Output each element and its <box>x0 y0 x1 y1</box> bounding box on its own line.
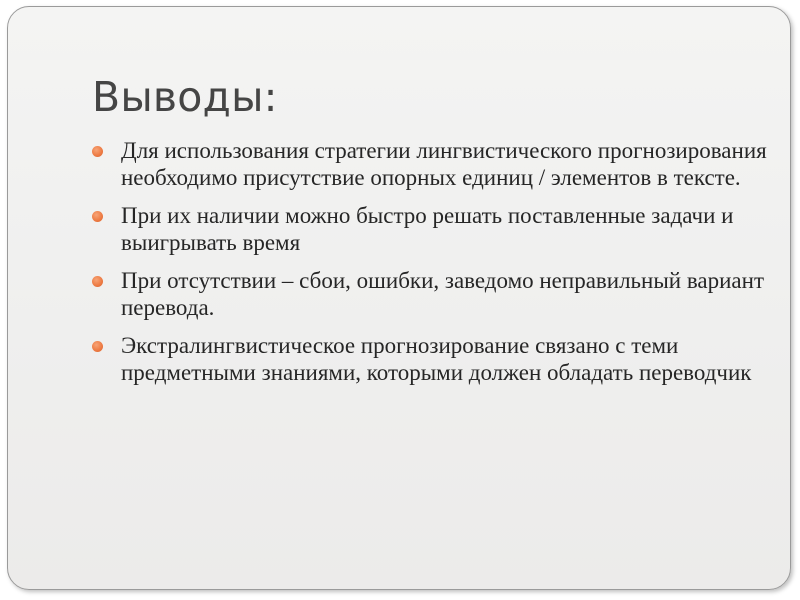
bullet-item <box>91 202 781 256</box>
bullet-text: Для использования стратегии лингвистического прогнозирования необходимо присутствие опорных единиц / элементов в тексте. <box>121 138 767 190</box>
bullet-text: При их наличии можно быстро решать поставленные задачи и выигрывать время <box>121 203 734 255</box>
slide-title: Выводы: <box>92 73 278 121</box>
bullet-dot-icon <box>92 146 103 157</box>
bullet-text: При отсутствии – сбои, ошибки, заведомо неправильный вариант перевода. <box>121 268 765 320</box>
bullet-dot-icon <box>92 276 103 287</box>
bullet-dot-icon <box>92 211 103 222</box>
bullet-item <box>91 332 781 386</box>
bullet-item <box>91 267 781 321</box>
bullet-text: Экстралингвистическое прогнозирование связано с теми предметными знаниями, которыми должен обладать переводчик <box>121 333 752 385</box>
bullet-dot-icon <box>92 341 103 352</box>
bullet-item <box>91 137 781 191</box>
bullet-list <box>91 137 781 397</box>
slide-frame <box>7 6 791 590</box>
